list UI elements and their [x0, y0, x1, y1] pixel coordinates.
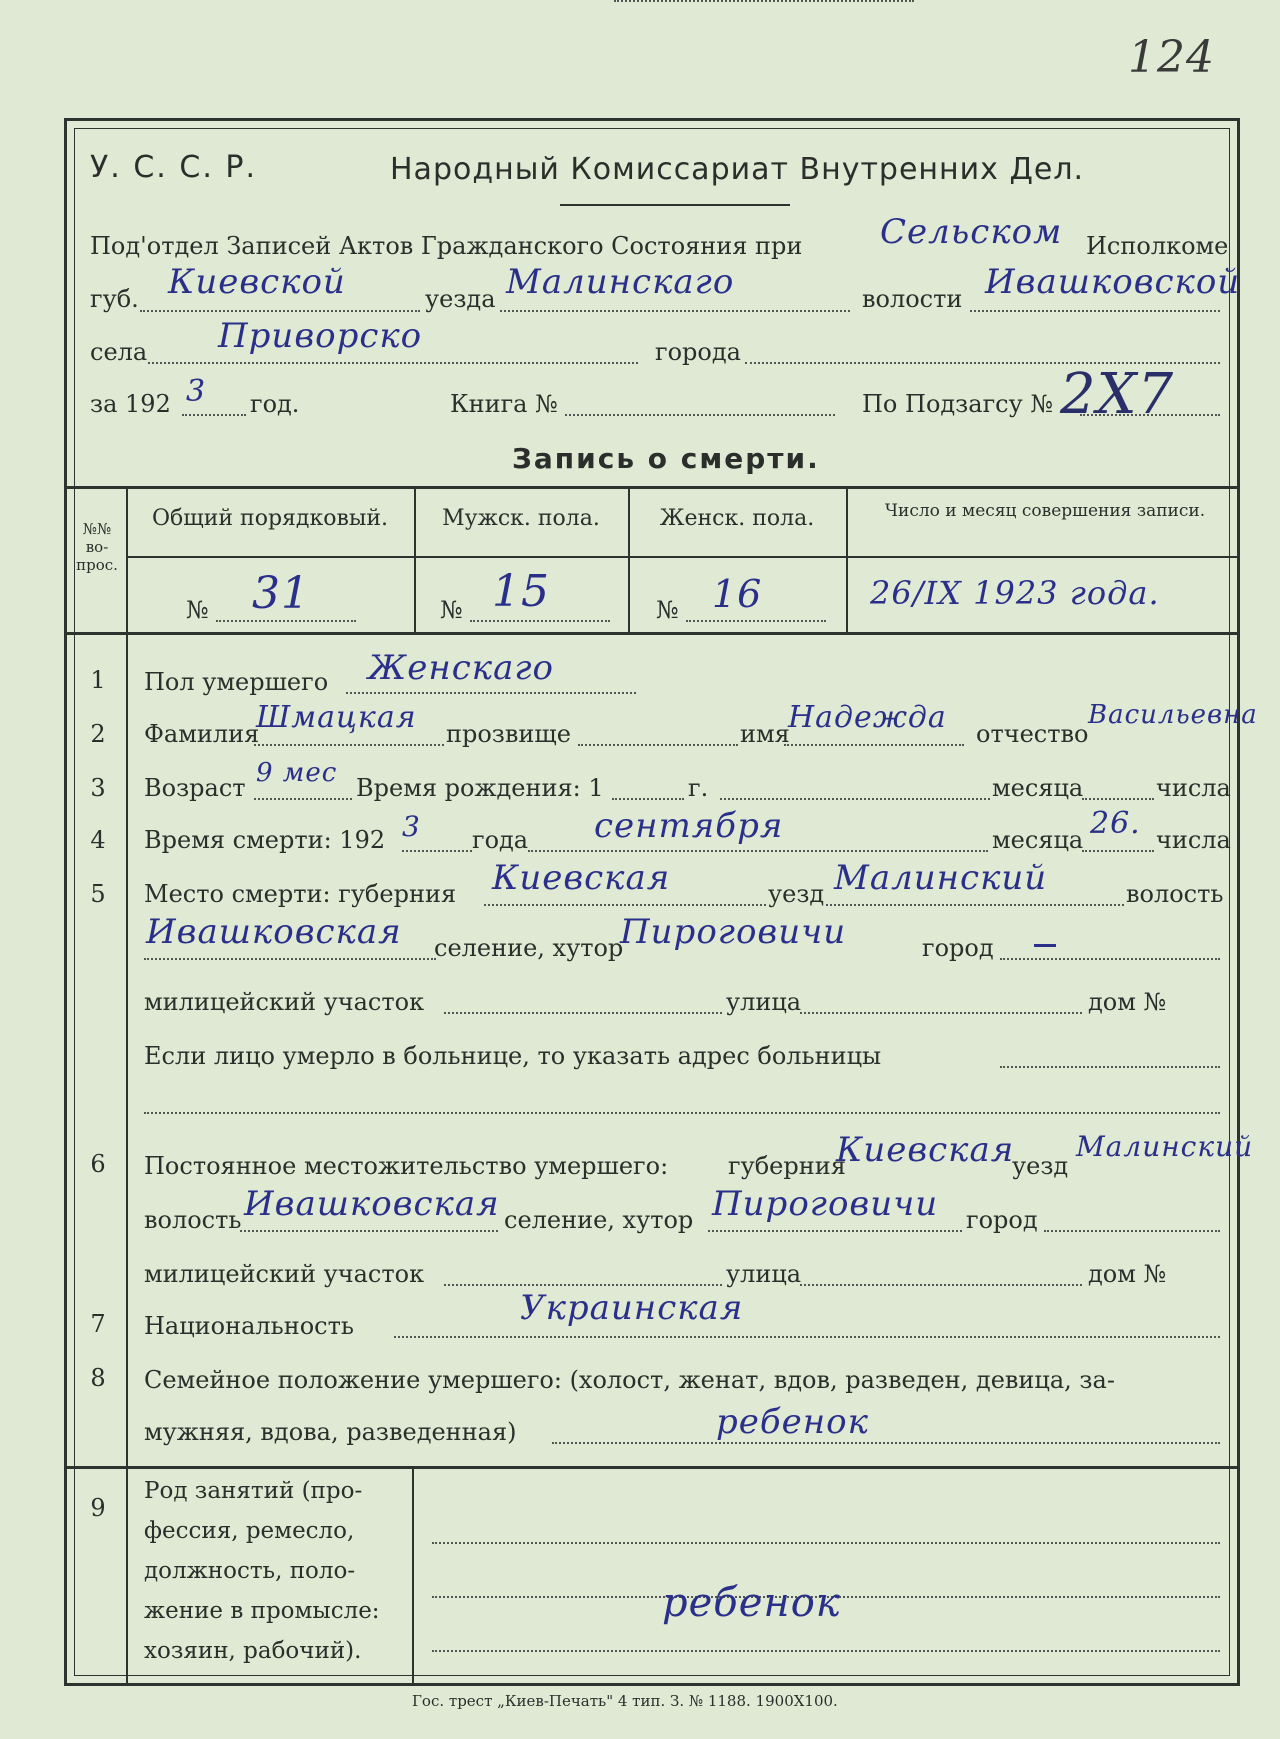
r6-selenie-label: селение, хутор: [504, 1206, 694, 1234]
r5-volost-handwritten: Ивашковская: [146, 912, 402, 952]
r9-line-3: [432, 1650, 1220, 1652]
r9-handwritten: ребенок: [662, 1580, 841, 1626]
r4-month-handwritten: сентября: [594, 806, 784, 846]
r2-surname-label: Фамилия: [144, 720, 260, 748]
r4-day-handwritten: 26.: [1090, 806, 1141, 841]
r3-age-label: Возраст: [144, 774, 246, 802]
selo-label: села: [90, 338, 148, 366]
row-number-9: 9: [90, 1494, 106, 1522]
uezd-handwritten: Малинскаго: [506, 262, 735, 302]
r5-volost-line: [144, 958, 436, 960]
r2-patronymic-label: отчество: [976, 720, 1089, 748]
r5-selenie-line: [614, 0, 914, 2]
r5-gub-line: [484, 904, 766, 906]
subdept-handwritten: Сельском: [880, 212, 1063, 252]
commissariat-title: Народный Комиссариат Внутренних Дел.: [390, 152, 1085, 187]
subdept-label: Под'отдел Записей Актов Гражданского Состояния при: [90, 232, 803, 260]
r5-milic-line: [444, 1012, 722, 1014]
r9-label-3: должность, поло-: [144, 1558, 356, 1584]
r7-handwritten: Украинская: [520, 1288, 744, 1328]
r3-age-line: [254, 798, 352, 800]
male-no-line: [470, 620, 610, 622]
r7-label: Национальность: [144, 1312, 354, 1340]
r4-year-handwritten: 3: [402, 810, 421, 843]
r6-dom-label: дом №: [1088, 1260, 1167, 1288]
r9-line-1: [432, 1542, 1220, 1544]
r3-birth-label: Время рождения: 1: [356, 774, 604, 802]
female-no-handwritten: 16: [712, 572, 763, 616]
record-title: Запись о смерти.: [512, 442, 820, 475]
female-header: Женск. пола.: [659, 506, 815, 531]
r3-day-label: числа: [1156, 774, 1231, 802]
r5-volost-label: волость: [1126, 880, 1224, 908]
r6-ulica-label: улица: [726, 1260, 802, 1288]
row-number-2: 2: [90, 720, 106, 748]
r3-birth-month-line: [720, 798, 990, 800]
r8-line: [552, 1442, 1220, 1444]
gub-label: губ.: [90, 285, 139, 313]
row-number-8: 8: [90, 1364, 106, 1392]
r6-milic-label: милицейский участок: [144, 1260, 425, 1288]
r5-label: Место смерти: губерния: [144, 880, 457, 908]
table-bottom-rule: [64, 632, 1240, 635]
r9-label-1: Род занятий (про-: [144, 1478, 363, 1504]
r5-uezd-handwritten: Малинский: [834, 858, 1048, 898]
r2-name-label: имя: [740, 720, 790, 748]
r4-label: Время смерти: 192: [144, 826, 386, 854]
table-top-rule: [64, 486, 1240, 489]
podzags-handwritten: 2Х7: [1060, 362, 1175, 427]
r4-mes-label: месяца: [992, 826, 1084, 854]
r8-handwritten: ребенок: [716, 1402, 869, 1442]
r9-top-rule: [64, 1466, 1240, 1469]
r6-gorod-line: [1044, 1230, 1220, 1232]
female-no-label: №: [656, 596, 679, 624]
row-number-7: 7: [90, 1310, 106, 1338]
r3-month-label: месяца: [992, 774, 1084, 802]
r2-nickname-line: [578, 744, 738, 746]
qno-column-rule: [126, 486, 128, 1686]
r6-gub-handwritten: Киевская: [836, 1130, 1015, 1170]
r3-g-label: г.: [688, 774, 709, 802]
r3-day-line: [1082, 798, 1154, 800]
archive-number: 124: [1128, 32, 1215, 83]
row-number-1: 1: [90, 666, 106, 694]
r6-volost-line: [240, 1230, 498, 1232]
r5-gorod-dash: [1034, 944, 1056, 947]
r5-gorod-line: [1000, 958, 1220, 960]
general-header: Общий порядковый.: [151, 506, 389, 531]
r6-volost-label: волость: [144, 1206, 242, 1234]
r7-line: [394, 1336, 1220, 1338]
r2-name-handwritten: Надежда: [788, 700, 947, 735]
r5-gub-handwritten: Киевская: [492, 858, 671, 898]
r2-nickname-label: прозвище: [446, 720, 571, 748]
r9-label-2: фессия, ремесло,: [144, 1518, 355, 1544]
r5-uezd-label: уезд: [768, 880, 825, 908]
r6-volost-handwritten: Ивашковская: [244, 1184, 500, 1224]
r6-uezd-label: уезд: [1012, 1152, 1069, 1180]
selo-handwritten: Приворско: [218, 316, 423, 356]
r6-label: Постоянное местожительство умершего:: [144, 1152, 669, 1180]
kniga-line: [565, 414, 835, 416]
r9-label-5: хозяин, рабочий).: [144, 1638, 362, 1664]
r9-col-rule: [412, 1466, 414, 1686]
r5-uezd-line: [826, 904, 1124, 906]
r5-dom-label: дом №: [1088, 988, 1167, 1016]
general-no-label: №: [186, 596, 209, 624]
male-no-label: №: [440, 596, 463, 624]
r6-selenie-handwritten: Пироговичи: [712, 1184, 939, 1224]
date-header: Число и месяц совершения записи.: [884, 501, 1206, 521]
row-number-4: 4: [90, 826, 106, 854]
male-header: Мужск. пола.: [442, 506, 600, 531]
r6-gub-label: губерния: [728, 1152, 846, 1180]
date-handwritten: 26/IX 1923 года.: [870, 574, 1160, 612]
r4-day-line: [1082, 850, 1154, 852]
r4-year-line: [402, 850, 472, 852]
gub-line: [140, 310, 420, 312]
r1-label: Пол умершего: [144, 668, 329, 696]
volost-label: волости: [862, 285, 963, 313]
r6-selenie-line: [708, 1230, 962, 1232]
r6-gorod-label: город: [966, 1206, 1038, 1234]
r5-hospital-line-2: [144, 1112, 1220, 1114]
r6-milic-line: [444, 1284, 722, 1286]
uezd-label: уезда: [425, 285, 496, 313]
year-handwritten: 3: [186, 374, 207, 409]
r3-birth-year-line: [612, 798, 684, 800]
god-label: год.: [250, 390, 300, 418]
r4-month-line: [528, 850, 988, 852]
gorod-label: города: [655, 338, 741, 366]
col-rule-3: [846, 486, 848, 634]
r5-selenie-handwritten: Пироговичи: [620, 912, 847, 952]
r1-handwritten: Женскаго: [368, 648, 554, 688]
r5-hospital-label: Если лицо умерло в больнице, то указать адрес больницы: [144, 1042, 882, 1070]
r8-line2: мужняя, вдова, разведенная): [144, 1418, 517, 1446]
general-no-handwritten: 31: [252, 568, 310, 619]
r5-gorod-label: город: [922, 934, 994, 962]
podzags-label: По Подзагсу №: [862, 390, 1054, 418]
r4-chisla-label: числа: [1156, 826, 1231, 854]
r5-hospital-line: [1000, 1066, 1220, 1068]
r5-selenie-label: селение, хутор: [434, 934, 624, 962]
r3-age-handwritten: 9 мес: [256, 758, 338, 788]
selo-line: [148, 362, 638, 364]
row-number-5: 5: [90, 880, 106, 908]
volost-handwritten: Ивашковской: [985, 262, 1241, 302]
r2-patronymic-handwritten: Васильевна: [1088, 700, 1258, 730]
row-number-3: 3: [90, 774, 106, 802]
r2-surname-line: [254, 744, 444, 746]
r6-uezd-handwritten: Малинский: [1076, 1130, 1254, 1163]
r6-ulica-line: [800, 1284, 1082, 1286]
year-line: [182, 414, 246, 416]
r2-name-line: [784, 744, 964, 746]
male-no-handwritten: 15: [492, 566, 550, 617]
r2-surname-handwritten: Шмацкая: [256, 700, 417, 735]
subdept-suffix: Исполкоме: [1086, 232, 1229, 260]
r5-ulica-line: [800, 1012, 1082, 1014]
qno-header: №№ во- прос.: [76, 520, 118, 574]
table-mid-rule: [126, 556, 1240, 558]
r5-milic-label: милицейский участок: [144, 988, 425, 1016]
kniga-label: Книга №: [450, 390, 558, 418]
republic-label: У. С. С. Р.: [90, 150, 258, 185]
year-label: за 192: [90, 390, 171, 418]
r9-label-4: жение в промысле:: [144, 1598, 380, 1624]
row-number-6: 6: [90, 1150, 106, 1178]
general-no-line: [216, 620, 356, 622]
r1-line: [346, 692, 636, 694]
r8-line1: Семейное положение умершего: (холост, женат, вдов, разведен, девица, за-: [144, 1366, 1115, 1394]
volost-line: [970, 310, 1220, 312]
printer-footer: Гос. трест „Киев-Печать" 4 тип. З. № 1188. 1900Х100.: [412, 1692, 838, 1710]
header-divider: [560, 204, 790, 206]
r5-ulica-label: улица: [726, 988, 802, 1016]
gub-handwritten: Киевской: [168, 262, 346, 302]
uezd-line: [500, 310, 850, 312]
female-no-line: [686, 620, 826, 622]
r4-goda-label: года: [472, 826, 529, 854]
